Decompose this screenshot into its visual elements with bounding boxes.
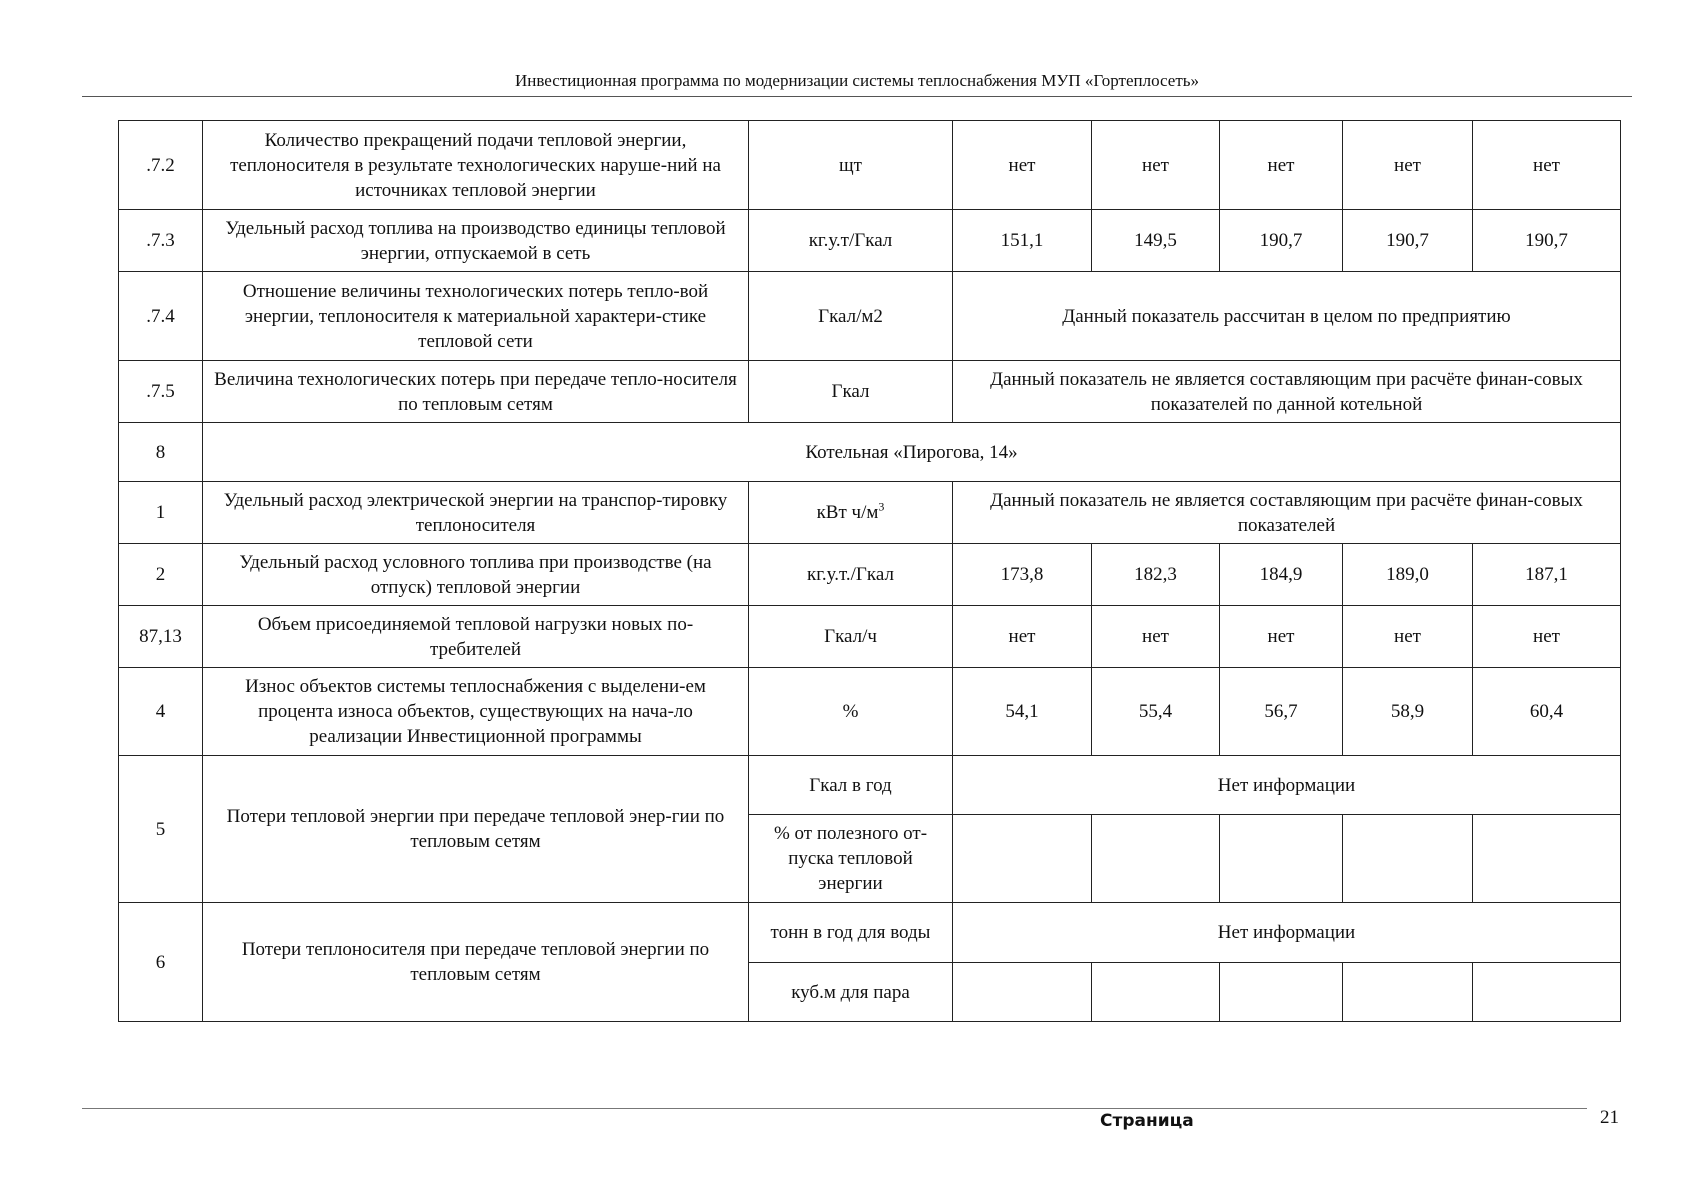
indicators-table bbox=[118, 120, 1621, 1022]
table-row bbox=[119, 544, 1621, 606]
section-title: Котельная «Пирогова, 14» bbox=[203, 423, 1621, 482]
empty-cell bbox=[953, 963, 1092, 1022]
table-row bbox=[119, 668, 1621, 756]
table-row bbox=[119, 756, 1621, 815]
row-value: 58,9 bbox=[1343, 668, 1473, 756]
empty-cell bbox=[953, 815, 1092, 903]
row-description: Удельный расход условного топлива при производстве (на отпуск) тепловой энергии bbox=[203, 544, 749, 606]
row-description: Удельный расход топлива на производство единицы тепловой энергии, отпускаемой в сеть bbox=[203, 210, 749, 272]
row-value: 56,7 bbox=[1220, 668, 1343, 756]
row-note: Данный показатель не является составляющим при расчёте финан-совых показателей bbox=[953, 482, 1621, 544]
footer-page-number: 21 bbox=[1600, 1107, 1619, 1128]
row-unit: кг.у.т/Гкал bbox=[749, 210, 953, 272]
table-row bbox=[119, 903, 1621, 963]
row-number: 5 bbox=[119, 756, 203, 903]
row-unit: Гкал/м2 bbox=[749, 272, 953, 361]
row-value: нет bbox=[1092, 121, 1220, 210]
empty-cell bbox=[1092, 815, 1220, 903]
row-value: нет bbox=[1343, 121, 1473, 210]
row-value: нет bbox=[1343, 606, 1473, 668]
row-value: 190,7 bbox=[1343, 210, 1473, 272]
section-number: 8 bbox=[119, 423, 203, 482]
row-value: нет bbox=[1220, 121, 1343, 210]
row-value: нет bbox=[1220, 606, 1343, 668]
row-number: 87,13 bbox=[119, 606, 203, 668]
row-note: Нет информации bbox=[953, 756, 1621, 815]
row-value: 60,4 bbox=[1473, 668, 1621, 756]
table-row bbox=[119, 210, 1621, 272]
unit-text: кВт ч/м bbox=[816, 502, 879, 523]
row-number: 6 bbox=[119, 903, 203, 1022]
table-row bbox=[119, 121, 1621, 210]
row-value: нет bbox=[1092, 606, 1220, 668]
table-row bbox=[119, 606, 1621, 668]
empty-cell bbox=[1220, 815, 1343, 903]
row-description: Величина технологических потерь при передаче тепло-носителя по тепловым сетям bbox=[203, 361, 749, 423]
empty-cell bbox=[1343, 815, 1473, 903]
row-description: Объем присоединяемой тепловой нагрузки новых по-требителей bbox=[203, 606, 749, 668]
empty-cell bbox=[1343, 963, 1473, 1022]
row-value: нет bbox=[1473, 121, 1621, 210]
row-description: Потери тепловой энергии при передаче тепловой энер-гии по тепловым сетям bbox=[203, 756, 749, 903]
row-value: нет bbox=[1473, 606, 1621, 668]
row-number: .7.5 bbox=[119, 361, 203, 423]
row-number: 4 bbox=[119, 668, 203, 756]
row-unit: % bbox=[749, 668, 953, 756]
row-unit: щт bbox=[749, 121, 953, 210]
row-description: Потери теплоносителя при передаче тепловой энергии по тепловым сетям bbox=[203, 903, 749, 1022]
row-description: Износ объектов системы теплоснабжения с выделени-ем процента износа объектов, существующих на нача-ло реализации Инвестиционной программы bbox=[203, 668, 749, 756]
row-unit: Гкал bbox=[749, 361, 953, 423]
row-value: 55,4 bbox=[1092, 668, 1220, 756]
row-description: Удельный расход электрической энергии на транспор-тировку теплоносителя bbox=[203, 482, 749, 544]
row-value: 151,1 bbox=[953, 210, 1092, 272]
row-value: 184,9 bbox=[1220, 544, 1343, 606]
table-row bbox=[119, 482, 1621, 544]
row-unit bbox=[749, 482, 953, 544]
footer-divider bbox=[82, 1108, 1587, 1109]
table-row bbox=[119, 361, 1621, 423]
empty-cell bbox=[1473, 815, 1621, 903]
empty-cell bbox=[1473, 963, 1621, 1022]
row-number: .7.2 bbox=[119, 121, 203, 210]
row-unit: Гкал в год bbox=[749, 756, 953, 815]
row-unit: куб.м для пара bbox=[749, 963, 953, 1022]
row-value: 54,1 bbox=[953, 668, 1092, 756]
empty-cell bbox=[1220, 963, 1343, 1022]
row-value: 187,1 bbox=[1473, 544, 1621, 606]
section-row bbox=[119, 423, 1621, 482]
page-header-title: Инвестиционная программа по модернизации системы теплоснабжения МУП «Гортеплосеть» bbox=[514, 71, 1200, 90]
row-value: 149,5 bbox=[1092, 210, 1220, 272]
row-unit: % от полезного от-пуска тепловой энергии bbox=[749, 815, 953, 903]
row-number: .7.4 bbox=[119, 272, 203, 361]
row-value: 173,8 bbox=[953, 544, 1092, 606]
row-value: нет bbox=[953, 121, 1092, 210]
row-description: Отношение величины технологических потерь тепло-вой энергии, теплоносителя к материальной характери-стике тепловой сети bbox=[203, 272, 749, 361]
row-note: Нет информации bbox=[953, 903, 1621, 963]
row-number: 2 bbox=[119, 544, 203, 606]
row-unit: кг.у.т./Гкал bbox=[749, 544, 953, 606]
row-value: 182,3 bbox=[1092, 544, 1220, 606]
empty-cell bbox=[1092, 963, 1220, 1022]
row-value: 190,7 bbox=[1220, 210, 1343, 272]
row-value: 189,0 bbox=[1343, 544, 1473, 606]
unit-superscript: 3 bbox=[878, 499, 885, 514]
row-number: .7.3 bbox=[119, 210, 203, 272]
row-number: 1 bbox=[119, 482, 203, 544]
row-unit: тонн в год для воды bbox=[749, 903, 953, 963]
row-description: Количество прекращений подачи тепловой энергии, теплоносителя в результате технологических наруше-ний на источниках тепловой энергии bbox=[203, 121, 749, 210]
row-value: нет bbox=[953, 606, 1092, 668]
header-divider bbox=[82, 96, 1632, 97]
row-note: Данный показатель рассчитан в целом по предприятию bbox=[953, 272, 1621, 361]
footer-page-label: Страница bbox=[1100, 1111, 1194, 1131]
table-row bbox=[119, 272, 1621, 361]
row-value: 190,7 bbox=[1473, 210, 1621, 272]
row-unit: Гкал/ч bbox=[749, 606, 953, 668]
row-note: Данный показатель не является составляющим при расчёте финан-совых показателей по данной котельной bbox=[953, 361, 1621, 423]
